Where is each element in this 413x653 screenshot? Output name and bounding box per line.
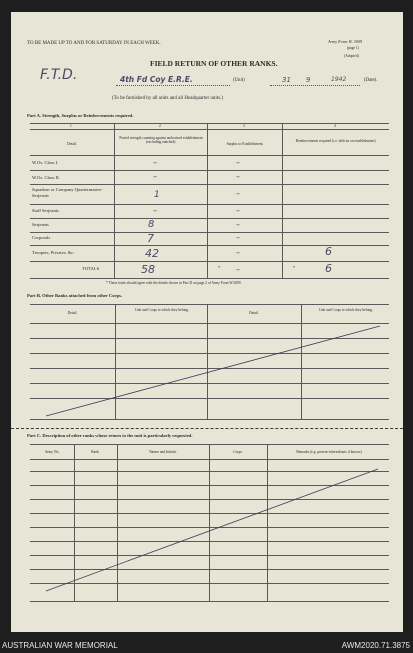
form-number: Army Form W. 3009	[328, 39, 363, 44]
adopted-label: (Adopted)	[344, 54, 359, 58]
strength-value: 1	[154, 190, 160, 200]
part-b-header-unit: Unit and Corps to which they belong.	[135, 308, 189, 312]
total-reinforcements: 6	[325, 262, 332, 275]
part-b-header-detail: Detail.	[67, 311, 78, 315]
strength-value: 7	[147, 232, 154, 245]
part-a-title: Part A. Strength, Surplus or Reinforcements required.	[27, 113, 134, 118]
date-month: 9	[306, 76, 311, 84]
surplus-value: –	[236, 189, 240, 198]
col-number-1: 1	[70, 124, 72, 128]
surplus-value: –	[236, 206, 240, 215]
col-number-3: 3	[243, 124, 245, 128]
part-b-header-unit-2: Unit and Corps to which they belong.	[319, 308, 373, 312]
row-label: Corporals	[32, 235, 51, 240]
notice-text: TO BE MADE UP TO AND FOR SATURDAY IN EACH WEEK.	[27, 41, 161, 46]
row-label: W.Os. Class II.	[32, 175, 60, 180]
archive-footer	[0, 638, 413, 653]
col-header-detail: Detail.	[67, 142, 77, 146]
surplus-value: –	[236, 172, 240, 181]
row-label: Staff Serjeants	[32, 208, 59, 213]
part-b-title: Part B. Other Ranks attached from other Corps.	[27, 293, 123, 298]
part-c-header-corps: Corps.	[233, 450, 243, 454]
date-day: 31	[282, 76, 291, 84]
date-label: (Date).	[364, 78, 378, 83]
surplus-value: –	[236, 220, 240, 229]
part-a-note: * These totals should agree with the details shown in Part D on page 2 of Army Form W.3009.	[106, 281, 242, 285]
form-title: FIELD RETURN OF OTHER RANKS.	[150, 59, 278, 68]
row-label: Troopers, Privates, &c.	[32, 250, 75, 255]
strength-value: –	[153, 158, 157, 167]
strength-value: 8	[148, 219, 155, 230]
col-header-strength: Posted strength counting against authorized establishment (excluding attached).	[119, 136, 203, 145]
row-label: Squadron or Company Quartermaster-Serjeants	[32, 187, 103, 198]
total-asterisk: *	[293, 265, 296, 270]
surplus-value: –	[236, 233, 240, 242]
strength-value: –	[153, 206, 157, 215]
part-b-header-detail-2: Detail.	[249, 311, 259, 315]
corner-annotation: F.T.D.	[40, 67, 78, 83]
row-label: W.Os. Class I.	[32, 160, 59, 165]
total-asterisk: *	[218, 265, 221, 270]
surplus-value: –	[236, 158, 240, 167]
date-year: 1942	[331, 76, 347, 83]
reinforcement-value: 6	[325, 245, 332, 258]
strength-value: 42	[145, 247, 159, 260]
total-surplus: –	[236, 265, 240, 274]
col-number-2: 2	[159, 124, 161, 128]
form-subtitle: (To be furnished by all units and all Headquarter units.)	[112, 96, 224, 101]
col-number-4: 4	[334, 124, 336, 128]
part-c-header-rank: Rank.	[91, 450, 100, 454]
page-number: (page 1)	[347, 46, 359, 50]
part-c-header-army-no: Army No.	[44, 450, 60, 454]
row-label: Serjeants	[32, 222, 49, 227]
unit-handwritten: 4th Fd Coy E.R.E.	[120, 75, 193, 84]
unit-label: (Unit)	[233, 78, 245, 83]
footer-accession-number: AWM2020.71.3875	[341, 641, 410, 650]
total-strength: 58	[141, 263, 155, 276]
totals-label: TOTALS	[82, 266, 100, 271]
col-header-reinforcements: Reinforcements required (i.e. deficits on establishment).	[295, 139, 377, 143]
part-c-title: Part C. Description of other ranks whose return to the unit is particularly requested.	[27, 433, 193, 438]
part-c-header-remarks: Remarks (e.g. present whereabouts if known)	[296, 450, 362, 454]
footer-institution: AUSTRALIAN WAR MEMORIAL	[2, 641, 118, 650]
surplus-value: –	[236, 248, 240, 257]
strength-value: –	[153, 172, 157, 181]
part-c-header-names: Names and Initials.	[149, 450, 177, 454]
col-header-surplus: Surplus to Establishment.	[226, 142, 264, 146]
